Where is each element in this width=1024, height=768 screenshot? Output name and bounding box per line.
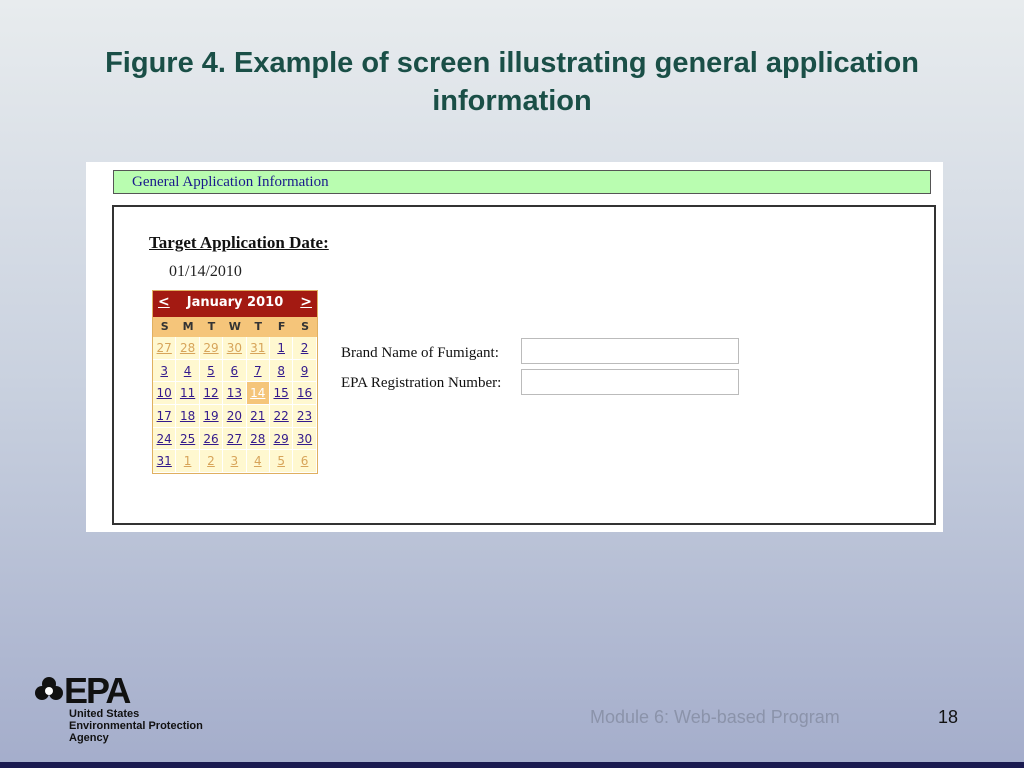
calendar-week-row bbox=[153, 360, 317, 383]
calendar-day[interactable]: 31 bbox=[247, 337, 270, 360]
slide-number: 18 bbox=[938, 707, 959, 727]
calendar-week-row bbox=[153, 382, 317, 405]
weekday-label: M bbox=[182, 320, 194, 333]
epa-logo-mark bbox=[34, 672, 129, 710]
calendar-day[interactable]: 29 bbox=[270, 428, 293, 451]
calendar-day[interactable]: 4 bbox=[176, 360, 199, 383]
calendar-day[interactable]: 17 bbox=[153, 405, 176, 428]
target-date-label: Target Application Date: bbox=[149, 233, 329, 252]
epa-line-2: Environmental Protection bbox=[69, 720, 203, 732]
calendar-month-label: January 2010 bbox=[186, 295, 284, 310]
calendar-day[interactable]: 2 bbox=[200, 450, 223, 473]
calendar-day[interactable]: 30 bbox=[223, 337, 246, 360]
section-header-label: General Application Information bbox=[132, 174, 329, 190]
calendar-day[interactable]: 15 bbox=[270, 382, 293, 405]
calendar-day[interactable]: 2 bbox=[293, 337, 316, 360]
calendar-day[interactable]: 7 bbox=[247, 360, 270, 383]
epa-registration-input[interactable] bbox=[521, 369, 739, 395]
application-screenshot bbox=[86, 162, 943, 532]
calendar-day[interactable]: 19 bbox=[200, 405, 223, 428]
brand-name-label: Brand Name of Fumigant: bbox=[341, 345, 499, 361]
slide-title: Figure 4. Example of screen illustrating general application information bbox=[105, 47, 919, 117]
calendar-day[interactable]: 4 bbox=[247, 450, 270, 473]
calendar-day[interactable]: 31 bbox=[153, 450, 176, 473]
weekday-label: F bbox=[277, 320, 286, 333]
calendar-day[interactable]: 25 bbox=[176, 428, 199, 451]
calendar-day[interactable]: 13 bbox=[223, 382, 246, 405]
epa-flower-icon bbox=[34, 676, 64, 706]
calendar-day[interactable]: 10 bbox=[153, 382, 176, 405]
calendar-week-row bbox=[153, 428, 317, 451]
calendar-header bbox=[153, 291, 317, 317]
calendar-day[interactable]: 21 bbox=[247, 405, 270, 428]
calendar-week-row bbox=[153, 450, 317, 473]
epa-logo bbox=[34, 672, 234, 742]
calendar-day[interactable]: 29 bbox=[200, 337, 223, 360]
epa-line-1: United States bbox=[69, 708, 140, 720]
calendar-day[interactable]: 9 bbox=[293, 360, 316, 383]
calendar-day[interactable]: 26 bbox=[200, 428, 223, 451]
calendar-day[interactable]: 1 bbox=[270, 337, 293, 360]
calendar-day[interactable]: 23 bbox=[293, 405, 316, 428]
calendar-day[interactable]: 12 bbox=[200, 382, 223, 405]
brand-name-input[interactable] bbox=[521, 338, 739, 364]
epa-logo-subtitle bbox=[69, 708, 239, 744]
calendar-day[interactable]: 18 bbox=[176, 405, 199, 428]
previous-month-button[interactable]: < bbox=[158, 294, 170, 310]
calendar-week-row bbox=[153, 405, 317, 428]
epa-registration-label: EPA Registration Number: bbox=[341, 375, 502, 391]
epa-line-3: Agency bbox=[69, 732, 109, 744]
weekday-label: T bbox=[207, 320, 216, 333]
weekday-label: W bbox=[228, 320, 241, 333]
calendar-day[interactable]: 8 bbox=[270, 360, 293, 383]
application-panel bbox=[112, 205, 936, 525]
calendar-days-grid bbox=[153, 337, 317, 473]
calendar-day[interactable]: 6 bbox=[293, 450, 316, 473]
calendar-day[interactable]: 27 bbox=[153, 337, 176, 360]
weekday-label: S bbox=[160, 320, 169, 333]
calendar-day[interactable]: 3 bbox=[223, 450, 246, 473]
calendar-day[interactable]: 27 bbox=[223, 428, 246, 451]
weekday-label: S bbox=[301, 320, 309, 333]
epa-logo-text: EPA bbox=[64, 670, 130, 711]
calendar-day[interactable]: 11 bbox=[176, 382, 199, 405]
bottom-bar bbox=[0, 762, 1024, 768]
calendar-day[interactable]: 3 bbox=[153, 360, 176, 383]
calendar-day[interactable]: 28 bbox=[176, 337, 199, 360]
calendar-day[interactable]: 28 bbox=[247, 428, 270, 451]
calendar-day[interactable]: 20 bbox=[223, 405, 246, 428]
calendar-day[interactable]: 16 bbox=[293, 382, 316, 405]
calendar-day[interactable]: 6 bbox=[223, 360, 246, 383]
date-picker-calendar bbox=[152, 290, 318, 474]
calendar-day[interactable]: 1 bbox=[176, 450, 199, 473]
calendar-day[interactable]: 5 bbox=[270, 450, 293, 473]
calendar-day[interactable]: 30 bbox=[293, 428, 316, 451]
weekday-header-row bbox=[153, 317, 317, 337]
calendar-day-selected[interactable]: 14 bbox=[247, 382, 270, 405]
target-date-value: 01/14/2010 bbox=[169, 263, 242, 280]
calendar-day[interactable]: 24 bbox=[153, 428, 176, 451]
footer-module-text: Module 6: Web-based Program bbox=[590, 707, 840, 727]
calendar-week-row bbox=[153, 337, 317, 360]
calendar-day[interactable]: 22 bbox=[270, 405, 293, 428]
section-header bbox=[113, 170, 931, 194]
weekday-label: T bbox=[254, 320, 263, 333]
next-month-button[interactable]: > bbox=[300, 294, 312, 310]
calendar-day[interactable]: 5 bbox=[200, 360, 223, 383]
